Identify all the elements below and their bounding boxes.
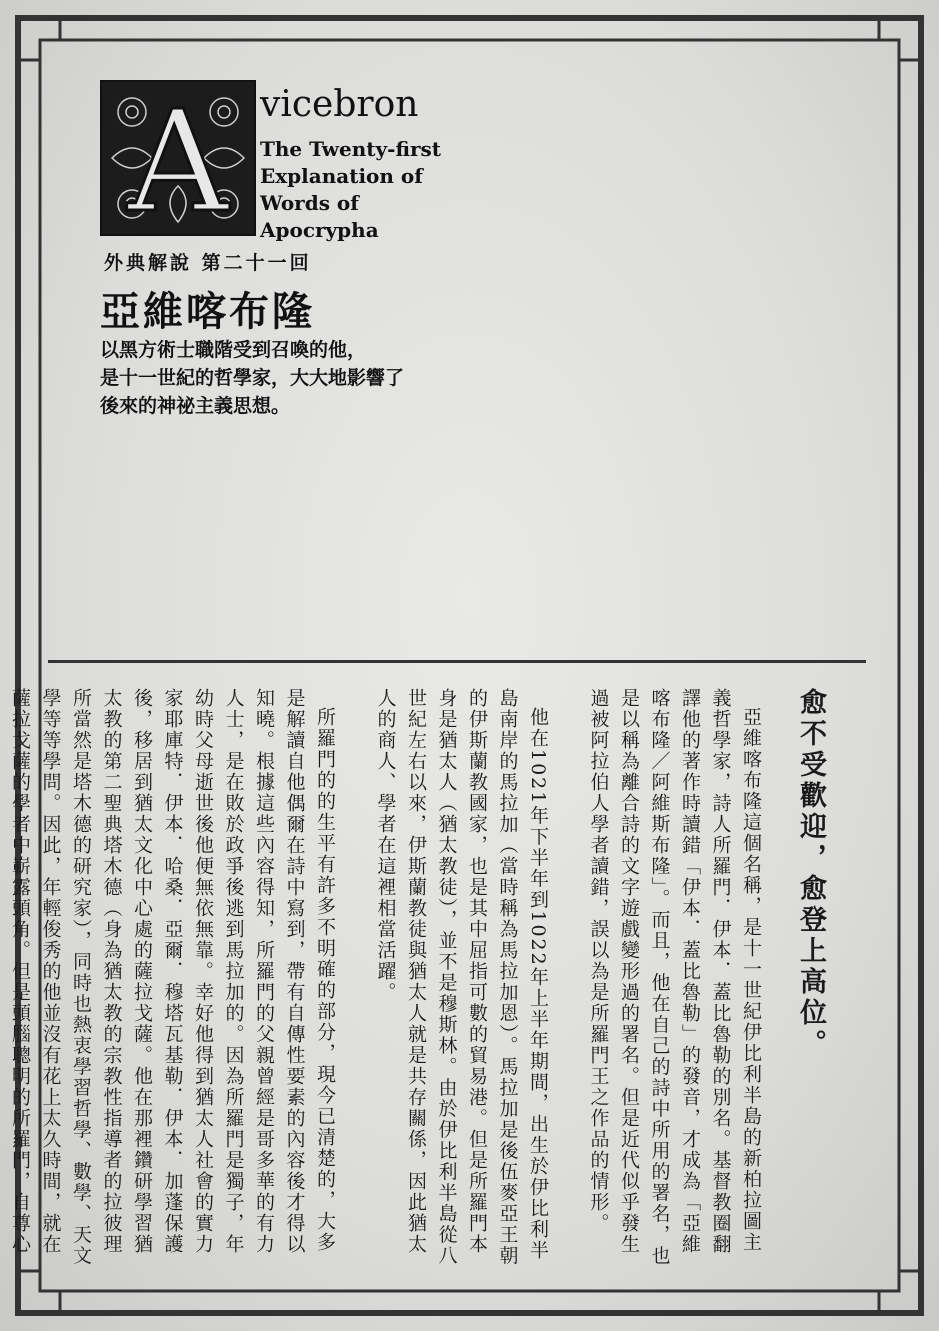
section-divider [48,660,866,663]
vertical-article [9,688,832,1268]
english-subtitle-line: Explanation of [260,164,423,188]
series-kicker: 外典解說 第二十一回 [104,252,312,274]
lead-line: 後來的神祕主義思想。 [100,395,291,417]
english-subtitle-line: Words of [260,191,359,215]
article-paragraph: 他在1021年下半年到1022年上半年期間，出生於伊比利半島南岸的馬拉加（當時稱為馬拉加恩）。馬拉加是後伍麥亞王朝的伊斯蘭教國家，也是其中屈指可數的貿易港。但是所羅門本身是猶太人（猶太教徒），並不是穆斯林。由於伊比利半島從八世紀左右以來，伊斯蘭教徒與猶太人就是共存關係，因此猶太人的商人、學者在這裡相當活躍。 [374,688,549,1267]
dropcap-letter: A [127,81,229,244]
article-paragraph: 亞維喀布隆這個名稱，是十一世紀伊比利半島的新柏拉圖主義哲學家，詩人所羅門．伊本．蓋比魯勒的別名。基督教圈翻譯他的著作時讀錯「伊本．蓋比魯勒」的發音，才成為「亞維喀布隆／阿維斯布隆」。而且，他在自己的詩中所用的署名，也是以稱為離合詩的文字遊戲變形過的署名。但是近代似乎發生過被阿拉伯人學者讀錯，誤以為是所羅門王之作品的情形。 [587,688,762,1267]
english-subtitle-line: The Twenty-first [260,137,442,161]
english-subtitle [260,136,460,244]
article-paragraph: 所羅門的的生平有許多不明確的部分，現今已清楚的，大多是解讀自他偶爾在詩中寫到，帶有自傳性要素的內容後才得以知曉。根據這些內容得知，所羅門的父親曾經是哥多華的有力人士，是在敗於政爭後逃到馬拉加的。因為所羅門是獨子，年幼時父母逝世後他便無依無靠。幸好他得到猶太人社會的實力家耶庫特．伊本．哈桑．亞爾．穆塔瓦基勒．伊本．加蓬保護後，移居到猶太文化中心處的薩拉戈薩。他在那裡鑽研學習猶太教的第二聖典塔木德（身為猶太教的宗教性指導者的拉彼理所當然是塔木德的研究家），同時也熱衷學習哲學、數學、天文學等等學問。因此，年輕俊秀的他並沒有花上太久時間，就在薩拉戈薩的學者中嶄露頭角。但是頭腦聰明的所羅門，自尊心 [9,688,336,1267]
english-subtitle-line: Apocrypha [260,218,379,242]
english-title-rest: vicebron [260,84,419,125]
article-headline: 愈不受歡迎，愈登上高位。 [795,688,826,1060]
ornamental-dropcap [100,80,256,244]
lead-line: 以黑方術士職階受到召喚的他， [100,339,367,361]
chinese-title: 亞維喀布隆 [100,288,315,335]
lead-paragraph [100,336,460,420]
lead-line: 是十一世紀的哲學家，大大地影響了 [100,367,405,389]
